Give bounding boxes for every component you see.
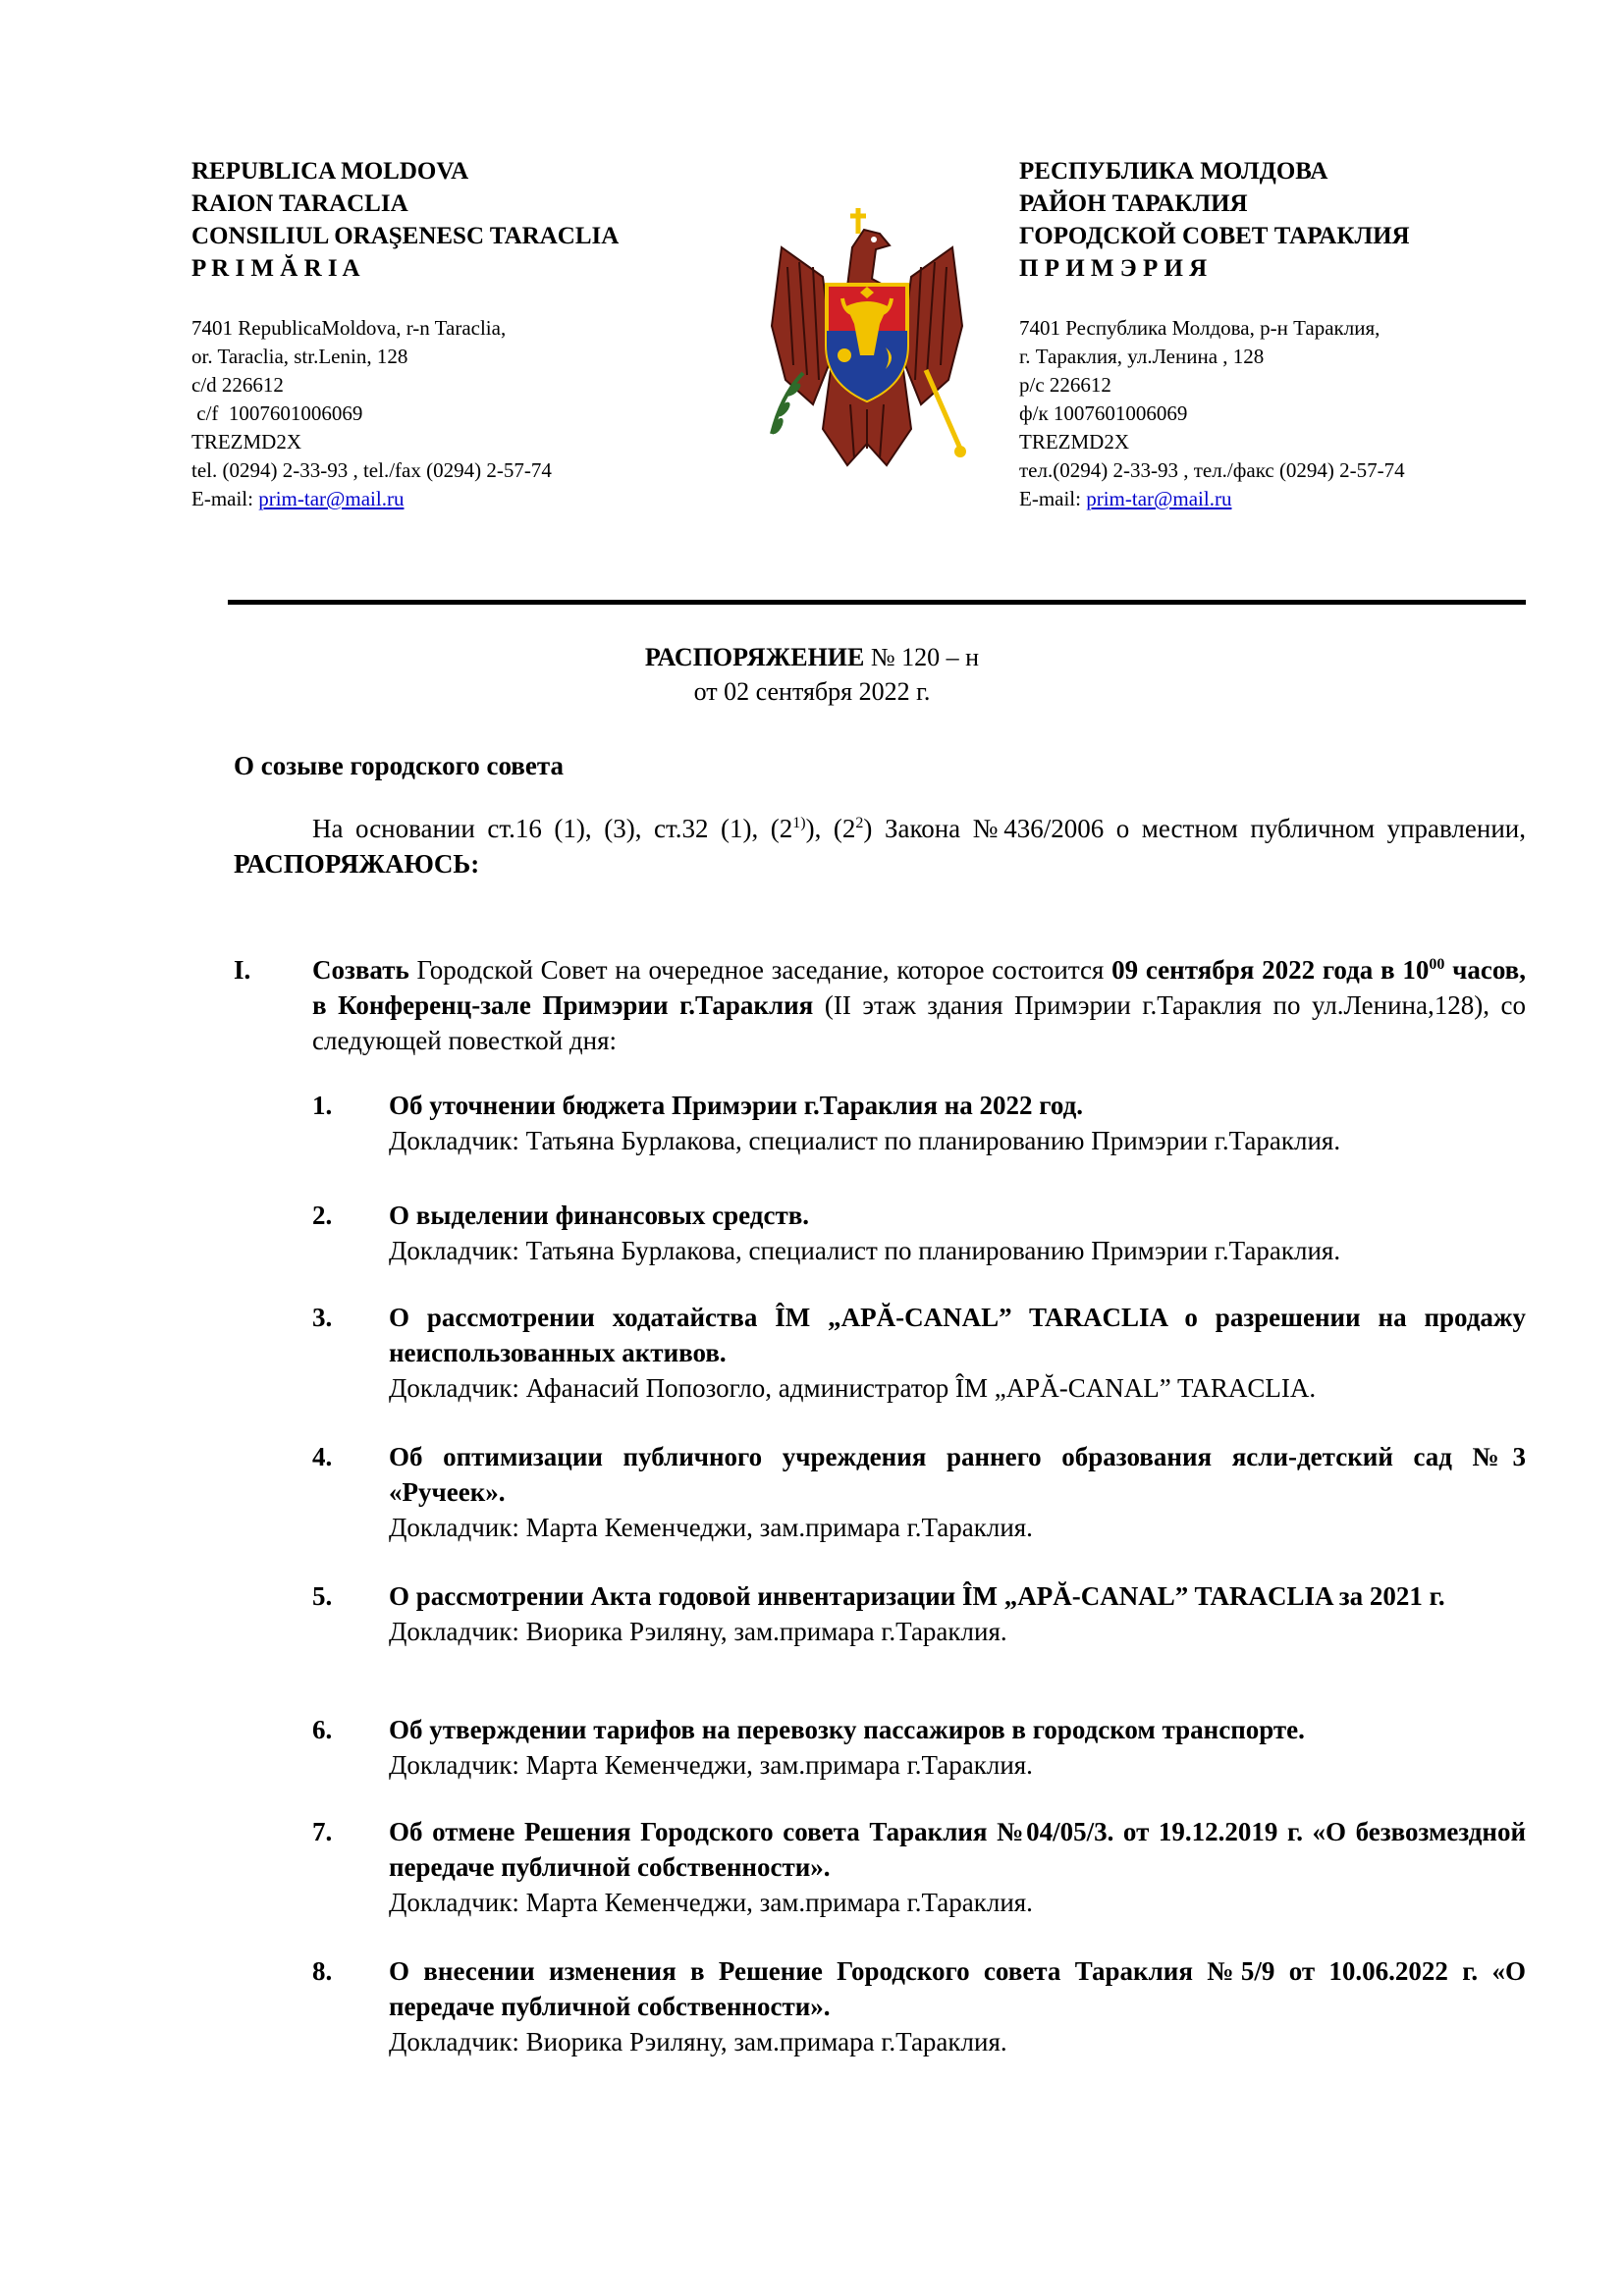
header-left (191, 155, 619, 285)
document-subject: О созыве городского совета (234, 751, 564, 780)
agenda-item-number: 8. (312, 1956, 333, 1986)
email-line (1019, 485, 1405, 513)
email-link[interactable]: prim-tar@mail.ru (258, 487, 405, 510)
agenda-item (389, 1953, 1526, 2059)
bank-code-line: TREZMD2X (1019, 430, 1129, 454)
agenda-item (389, 1300, 1526, 1406)
agenda-item-title: Об отмене Решения Городского совета Тараклия №04/05/3. от 19.12.2019 г. «О безвозмездной передаче публичной собственности». (389, 1817, 1526, 1882)
address-block-ro (191, 314, 552, 513)
preamble (234, 811, 1526, 881)
agenda-item-title: О выделении финансовых средств. (389, 1201, 810, 1230)
agenda-item-speaker: Докладчик: Виорика Рэиляну, зам.примара г.Тараклия. (389, 2027, 1007, 2056)
section-verb: Созвать (312, 955, 409, 985)
address-line: г. Тараклия, ул.Ленина , 128 (1019, 345, 1265, 368)
bank-code-line: TREZMD2X (191, 430, 301, 454)
title-number: № 120 – н (864, 643, 980, 671)
phone-line: тел.(0294) 2-33-93 , тел./факс (0294) 2-57-74 (1019, 458, 1405, 482)
meeting-date: 09 сентября 2022 года в 10 (1111, 955, 1430, 985)
agenda-item-number: 4. (312, 1442, 333, 1471)
agenda-item-title: Об утверждении тарифов на перевозку пассажиров в городском транспорте. (389, 1715, 1305, 1744)
agenda-item-title: О рассмотрении Акта годовой инвентаризации ÎM „APĂ-CANAL” TARACLIA за 2021 г. (389, 1581, 1445, 1611)
agenda-item-speaker: Докладчик: Афанасий Попозогло, администратор ÎM „APĂ-CANAL” TARACLIA. (389, 1373, 1317, 1403)
document-title (0, 640, 1624, 674)
country-name-ro: REPUBLICA MOLDOVA (191, 158, 469, 185)
header-right (1019, 155, 1410, 285)
agenda-item-speaker: Докладчик: Марта Кеменчеджи, зам.примара г.Тараклия. (389, 1513, 1033, 1542)
title-word: РАСПОРЯЖЕНИЕ (644, 643, 865, 671)
coat-of-arms-icon (764, 208, 970, 471)
section-text (312, 952, 1526, 1058)
agenda-item (389, 1712, 1526, 1783)
agenda-item-number: 2. (312, 1201, 333, 1230)
superscript: 2 (855, 815, 864, 831)
agenda-item-title: О внесении изменения в Решение Городского совета Тараклия №5/9 от 10.06.2022 г. «О передаче публичной собственности». (389, 1956, 1526, 2021)
superscript: 00 (1429, 956, 1445, 973)
fiscal-code-line: ф/к 1007601006069 (1019, 401, 1188, 425)
agenda-item-speaker: Докладчик: Татьяна Бурлакова, специалист по планированию Примэрии г.Тараклия. (389, 1236, 1341, 1265)
agenda-item-title: Об оптимизации публичного учреждения раннего образования ясли-детский сад №3 «Ручеек». (389, 1442, 1526, 1507)
agenda-item (389, 1578, 1526, 1649)
agenda-item-number: 5. (312, 1581, 333, 1611)
agenda-item (389, 1088, 1526, 1158)
meeting-place: часов, в Конференц-зале Примэрии г.Тараклия (312, 955, 1526, 1020)
agenda-item-title: Об уточнении бюджета Примэрии г.Тараклия на 2022 год. (389, 1091, 1083, 1120)
agenda-item-number: 6. (312, 1715, 333, 1744)
superscript: 1) (792, 815, 806, 831)
agenda-item-speaker: Докладчик: Марта Кеменчеджи, зам.примара г.Тараклия. (389, 1750, 1033, 1780)
agenda-item (389, 1814, 1526, 1920)
account-line: c/d 226612 (191, 373, 284, 397)
institution-name-ro: P R I M Ă R I A (191, 255, 360, 282)
institution-name-ru: П Р И М Э Р И Я (1019, 255, 1208, 282)
agenda-item-number: 1. (312, 1091, 333, 1120)
coat-of-arms (764, 208, 970, 471)
agenda-item-number: 3. (312, 1303, 333, 1332)
council-name-ro: CONSILIUL ORAŞENESC TARACLIA (191, 223, 620, 249)
email-line (191, 485, 552, 513)
email-label: E-mail: (191, 487, 259, 510)
agenda-item-title: О рассмотрении ходатайства ÎM „APĂ-CANAL” TARACLIA о разрешении на продажу неиспользованных активов. (389, 1303, 1526, 1367)
document-date: от 02 сентября 2022 г. (693, 677, 931, 706)
email-link[interactable]: prim-tar@mail.ru (1086, 487, 1232, 510)
preamble-text: ) Закона №436/2006 о местном публичном управлении, (863, 814, 1526, 843)
address-line: 7401 Республика Молдова, р-н Тараклия, (1019, 316, 1380, 340)
directive-word: РАСПОРЯЖАЮСЬ: (234, 849, 480, 879)
account-line: р/с 226612 (1019, 373, 1111, 397)
country-name-ru: РЕСПУБЛИКА МОЛДОВА (1019, 158, 1328, 185)
agenda-item-number: 7. (312, 1817, 333, 1846)
address-block-ru (1019, 314, 1405, 513)
agenda-item (389, 1198, 1526, 1268)
phone-line: tel. (0294) 2-33-93 , tel./fax (0294) 2-57-74 (191, 458, 552, 482)
address-line: 7401 RepublicaMoldova, r-n Taraclia, (191, 316, 507, 340)
preamble-text: ), (2 (805, 814, 856, 843)
email-label: E-mail: (1019, 487, 1087, 510)
agenda-item-speaker: Докладчик: Виорика Рэиляну, зам.примара г.Тараклия. (389, 1617, 1007, 1646)
section-body: (II этаж здания Примэрии г.Тараклия по ул.Ленина,128), со следующей повесткой дня: (312, 990, 1527, 1055)
address-line: or. Taraclia, str.Lenin, 128 (191, 345, 408, 368)
fiscal-code-line: c/f 1007601006069 (191, 401, 363, 425)
council-name-ru: ГОРОДСКОЙ СОВЕТ ТАРАКЛИЯ (1019, 223, 1410, 249)
section-body: Городской Совет на очередное заседание, которое состоится (408, 955, 1112, 985)
preamble-text: На основании ст.16 (1), (3), ст.32 (1), (2 (312, 814, 793, 843)
section-number: I. (234, 955, 251, 985)
agenda-item (389, 1439, 1526, 1545)
district-name-ru: РАЙОН ТАРАКЛИЯ (1019, 190, 1248, 217)
agenda-item-speaker: Докладчик: Марта Кеменчеджи, зам.примара г.Тараклия. (389, 1888, 1033, 1917)
district-name-ro: RAION TARACLIA (191, 190, 408, 217)
header-divider (228, 600, 1526, 605)
agenda-item-speaker: Докладчик: Татьяна Бурлакова, специалист по планированию Примэрии г.Тараклия. (389, 1126, 1341, 1155)
